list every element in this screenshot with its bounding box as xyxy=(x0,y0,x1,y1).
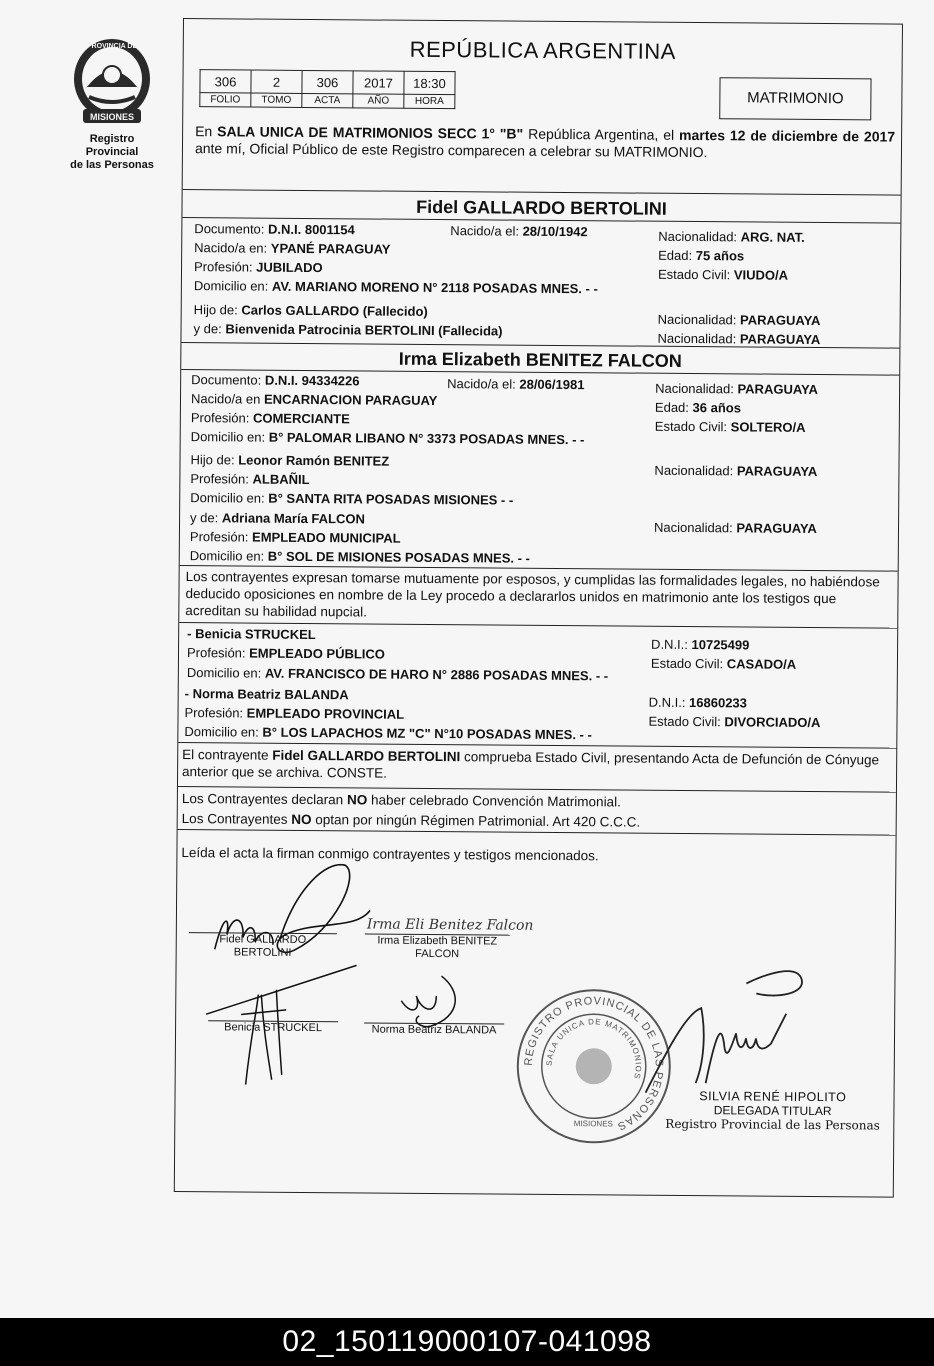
year-label: AÑO xyxy=(353,94,404,108)
spouse1-birth-date: Nacido/a el: 28/10/1942 xyxy=(450,223,588,240)
hour-label: HORA xyxy=(404,94,455,108)
declaration-paragraph: Los contrayentes expresan tomarse mutuamente por esposos, y cumplidas las formalidades legales, no habiéndose deducido oposiciones en nombre de la Ley procedo a declararlos unidos en matrimonio ante los testigos que acreditan su habilidad nupcial. xyxy=(185,569,880,620)
official-name: SILVIA RENÉ HIPOLITO xyxy=(699,1089,847,1105)
folio-value: 306 xyxy=(200,70,251,93)
spouse2-father-nationality: Nacionalidad: PARAGUAYA xyxy=(654,462,818,479)
svg-text:MISIONES: MISIONES xyxy=(573,1119,613,1129)
svg-text:REGISTRO PROVINCIAL DE LAS PER: REGISTRO PROVINCIAL DE LAS PERSONAS xyxy=(522,995,665,1133)
witness1-civil-status: Estado Civil: CASADO/A xyxy=(650,655,797,672)
misiones-emblem-icon xyxy=(69,35,155,127)
document-id-bar: 02_150119000107-041098 xyxy=(0,1318,934,1366)
spouse2-mother-profession: Profesión: EMPLEADO MUNICIPAL xyxy=(189,529,401,546)
spouse1-mother: y de: Bienvenida Patrocinia BERTOLINI (Fallecida) xyxy=(193,321,503,339)
spouse2-mother-address: Domicilio en: B° SOL DE MISIONES POSADAS MNES. - - xyxy=(189,548,530,566)
witness1-profession: Profesión: EMPLEADO PÚBLICO xyxy=(186,645,386,662)
spouse2-nationality: Nacionalidad: PARAGUAYA xyxy=(655,380,818,397)
spouse2-birth-place: Nacido/a en ENCARNACION PARAGUAY xyxy=(190,391,438,409)
logo-text-line2: de las Personas xyxy=(70,159,154,171)
spouse1-civil-status: Estado Civil: VIUDO/A xyxy=(657,266,789,283)
witness2-name: - Norma Beatriz BALANDA xyxy=(184,686,349,703)
tomo-label: TOMO xyxy=(251,93,302,107)
witness1-name: - Benicia STRUCKEL xyxy=(187,626,316,643)
signature-irma-benitez: Irma Eli Benitez Falcon xyxy=(366,916,534,934)
signature-label-spouse2: Irma Elizabeth BENITEZ FALCON xyxy=(377,934,498,961)
spouse2-mother: y de: Adriana María FALCON xyxy=(190,510,365,527)
svg-text:MISIONES: MISIONES xyxy=(89,112,135,122)
convention-note: Los Contrayentes declaran NO haber celebrado Convención Matrimonial. xyxy=(181,791,621,810)
witness1-address: Domicilio en: AV. FRANCISCO DE HARO N° 2886 POSADAS MNES. - - xyxy=(186,665,609,684)
spouse2-name: Irma Elizabeth BENITEZ FALCON xyxy=(398,348,682,371)
witness1-dni: D.N.I.: 10725499 xyxy=(651,636,750,653)
witness2-profession: Profesión: EMPLEADO PROVINCIAL xyxy=(184,705,405,722)
witness2-civil-status: Estado Civil: DIVORCIADO/A xyxy=(648,713,821,731)
spouse2-father: Hijo de: Leonor Ramón BENITEZ xyxy=(190,452,390,469)
year-value: 2017 xyxy=(353,71,404,94)
official-signature-block xyxy=(665,1089,880,1133)
spouse1-nationality: Nacionalidad: ARG. NAT. xyxy=(658,228,805,245)
spouse2-age: Edad: 36 años xyxy=(654,399,742,416)
official-office: Registro Provincial de las Personas xyxy=(665,1116,880,1133)
closing-statement: Leída el acta la firman conmigo contrayentes y testigos mencionados. xyxy=(181,845,599,864)
spouse2-profession: Profesión: COMERCIANTE xyxy=(190,410,350,427)
spouse1-document: Documento: D.N.I. 8001154 xyxy=(194,221,355,238)
spouse1-profession: Profesión: JUBILADO xyxy=(193,259,323,276)
acta-label: ACTA xyxy=(302,93,353,107)
svg-text:PROVINCIA DE: PROVINCIA DE xyxy=(86,43,138,50)
official-title: DELEGADA TITULAR xyxy=(713,1103,832,1119)
spouse1-father-nationality: Nacionalidad: PARAGUAYA xyxy=(657,311,821,329)
signature-label-spouse1: Fidel GALLARDO BERTOLINI xyxy=(219,933,307,959)
spouse1-name: Fidel GALLARDO BERTOLINI xyxy=(416,196,667,219)
svg-text:SALA UNICA DE MATRIMONIOS: SALA UNICA DE MATRIMONIOS xyxy=(544,1017,643,1081)
civil-status-note: El contrayente Fidel GALLARDO BERTOLINI comprueba Estado Civil, presentando Acta de Defunción de Cónyuge anterior que se archiva. CONSTE. xyxy=(182,747,880,781)
divider xyxy=(183,189,901,196)
spouse1-father: Hijo de: Carlos GALLARDO (Fallecido) xyxy=(193,302,428,319)
signature-label-witness2: Norma Beatriz BALANDA xyxy=(371,1023,497,1037)
spouse2-document: Documento: D.N.I. 94334226 xyxy=(191,372,360,389)
regime-note: Los Contrayentes NO optan por ningún Régimen Patrimonial. Art 420 C.C.C. xyxy=(181,811,641,830)
spouse2-civil-status: Estado Civil: SOLTERO/A xyxy=(654,418,806,435)
logo-text-line1: Registro Provincial xyxy=(85,133,139,158)
country-title: REPÚBLICA ARGENTINA xyxy=(409,36,676,64)
spouse2-father-profession: Profesión: ALBAÑIL xyxy=(190,471,310,488)
spouse2-birth-date: Nacido/a el: 28/06/1981 xyxy=(447,376,585,393)
signature-label-witness1: Benicia STRUCKEL xyxy=(224,1021,323,1035)
marriage-certificate-form xyxy=(174,18,903,1198)
hour-value: 18:30 xyxy=(404,71,455,94)
record-type-box: MATRIMONIO xyxy=(719,77,871,120)
acta-value: 306 xyxy=(302,70,353,93)
spouse2-address: Domicilio en: B° PALOMAR LIBANO N° 3373 POSADAS MNES. - - xyxy=(190,429,585,448)
tomo-value: 2 xyxy=(251,70,302,93)
spouse2-mother-nationality: Nacionalidad: PARAGUAYA xyxy=(653,519,817,536)
registry-logo xyxy=(62,35,162,172)
record-info-table xyxy=(199,69,455,109)
spouse2-father-address: Domicilio en: B° SANTA RITA POSADAS MISIONES - - xyxy=(190,490,514,508)
witness2-address: Domicilio en: B° LOS LAPACHOS MZ "C" N°10 POSADAS MNES. - - xyxy=(184,724,592,743)
signature-official xyxy=(625,953,886,1105)
spouse1-age: Edad: 75 años xyxy=(658,247,745,264)
spouse1-address: Domicilio en: AV. MARIANO MORENO N° 2118 POSADAS MNES. - - xyxy=(193,278,598,297)
intro-paragraph: En SALA UNICA DE MATRIMONIOS SECC 1° "B" República Argentina, el martes 12 de diciembre de 2017 ante mí, Oficial Público de este Registro comparecen a celebrar su MATRIMONIO. xyxy=(194,123,896,161)
witness2-dni: D.N.I.: 16860233 xyxy=(648,694,747,711)
folio-label: FOLIO xyxy=(200,93,251,107)
spouse1-birth-place: Nacido/a en: YPANÉ PARAGUAY xyxy=(194,240,391,257)
spouse1-mother-nationality: Nacionalidad: PARAGUAYA xyxy=(657,330,821,348)
